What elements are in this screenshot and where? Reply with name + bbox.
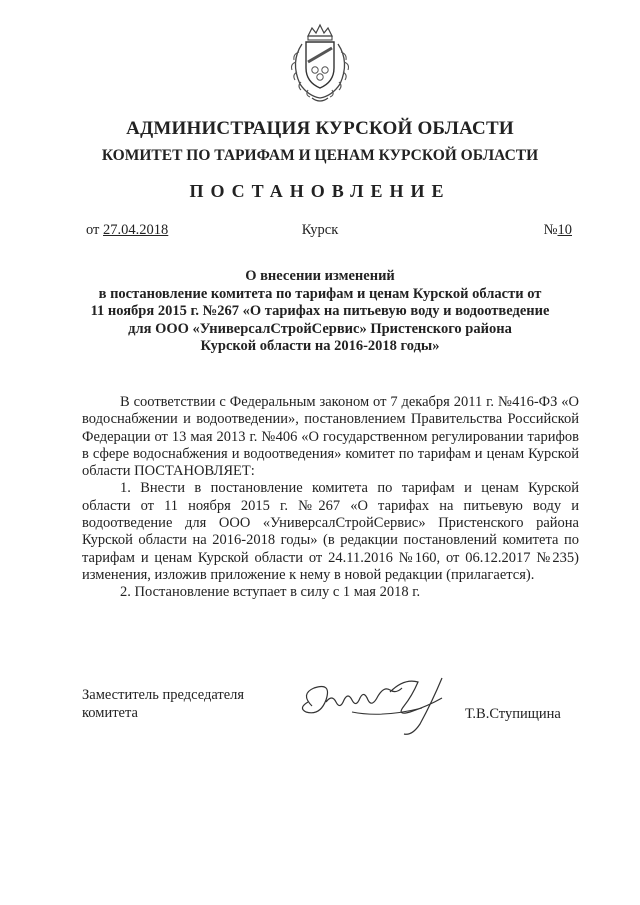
document-subject [60, 268, 580, 356]
body-paragraph: В соответствии с Федеральным законом от 7 декабря 2011 г. №416-ФЗ «О водоснабжении и водоотведении», постановлением Правительства Российской Федерации от 13 мая 2013 г. №406 «О государственном регулировании тарифов в сфере водоснабжения и водоотведения» комитет по тарифам и ценам Курской области ПОСТАНОВЛЯЕТ: [82, 394, 579, 480]
document-number: №10 [543, 222, 572, 238]
document-city: Курск [301, 222, 339, 238]
committee-title: КОМИТЕТ ПО ТАРИФАМ И ЦЕНАМ КУРСКОЙ ОБЛАСТИ [101, 147, 539, 164]
document-date: от 27.04.2018 [86, 222, 169, 238]
subject-line: Курской области на 2016-2018 годы» [200, 338, 440, 354]
subject-line: в постановление комитета по тарифам и ценам Курской области от [98, 285, 542, 302]
coat-of-arms-emblem [282, 22, 358, 106]
document-type: ПОСТАНОВЛЕНИЕ [189, 181, 451, 201]
body-paragraph: 2. Постановление вступает в силу с 1 мая 2018 г. [120, 584, 421, 601]
signatory-title: Заместитель председателя комитета [82, 687, 245, 721]
handwritten-signature [292, 672, 462, 742]
organization-title: АДМИНИСТРАЦИЯ КУРСКОЙ ОБЛАСТИ [126, 118, 514, 139]
document-body [82, 394, 579, 602]
signatory-name: Т.В.Ступищина [465, 706, 561, 722]
subject-line: 11 ноября 2015 г. №267 «О тарифах на питьевую воду и водоотведение [90, 303, 550, 319]
body-paragraph: 1. Внести в постановление комитета по тарифам и ценам Курской области от 11 ноября 2015 г. №267 «О тарифах на питьевую воду и водоотведение для ООО «УниверсалСтройСервис» Пристенского района Курской области на 2016-2018 годы» (в редакции постановлений комитета по тарифам и ценам Курской области от 24.11.2016 №160, от 06.12.2017 №235) изменения, изложив приложение к нему в новой редакции (прилагается). [82, 480, 579, 583]
subject-line: О внесении изменений [245, 268, 395, 284]
subject-line: для ООО «УниверсалСтройСервис» Пристенского района [128, 320, 512, 337]
